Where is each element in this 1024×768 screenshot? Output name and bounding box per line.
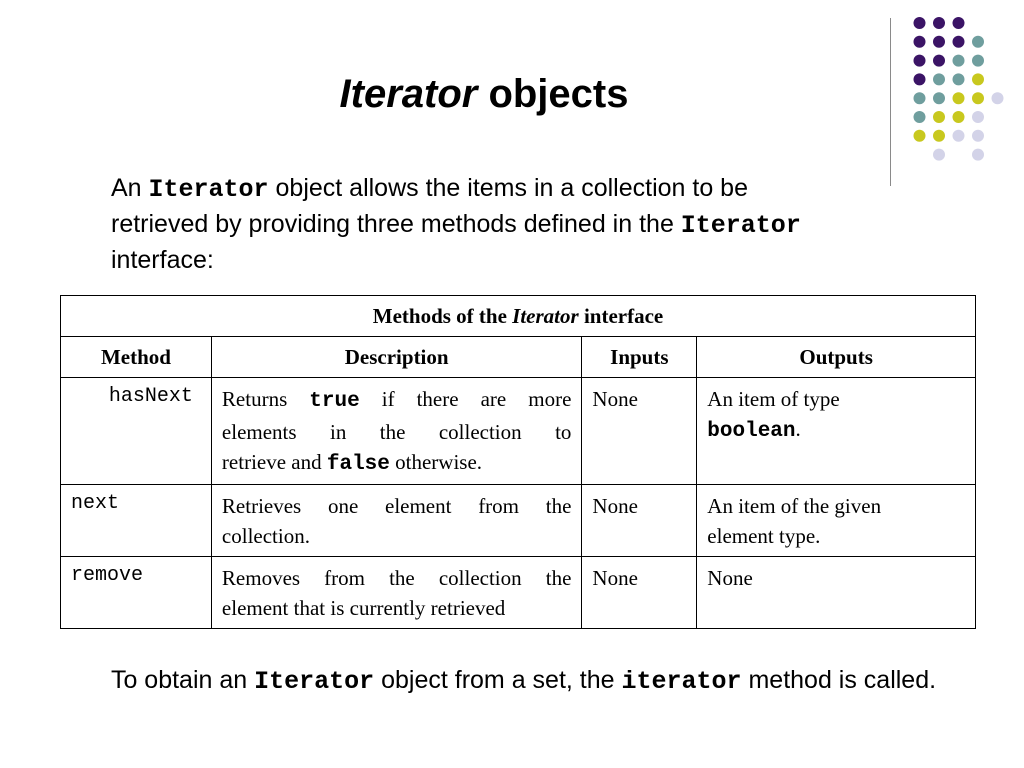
decorative-dot <box>972 36 984 48</box>
desc-text: element that is currently retrieved <box>221 596 506 620</box>
decorative-dot <box>914 36 926 48</box>
decorative-dot <box>914 17 926 29</box>
table-row <box>61 378 976 485</box>
slide-title <box>0 72 968 117</box>
intro-code-1: Iterator <box>148 175 269 204</box>
method-cell: hasNext <box>61 378 212 485</box>
decorative-dot <box>972 111 984 123</box>
outputs-cell <box>697 378 976 485</box>
outputs-cell: None <box>697 557 976 629</box>
description-cell <box>211 557 581 629</box>
out-code: boolean <box>707 420 796 443</box>
desc-text: collection. <box>221 524 310 548</box>
intro-text-1: An <box>111 174 149 202</box>
decorative-dot <box>933 55 945 67</box>
out-text: An item of the given <box>707 494 882 518</box>
desc-code: true <box>309 390 360 413</box>
caption-pre: Methods of the <box>372 303 513 328</box>
title-italic: Iterator <box>339 72 478 116</box>
decorative-dot <box>972 73 984 85</box>
header-description: Description <box>211 337 581 378</box>
decorative-dot <box>992 92 1004 104</box>
out-text: An item of type <box>707 387 840 411</box>
intro-paragraph <box>111 171 911 278</box>
decorative-dot <box>953 55 965 67</box>
decorative-dot <box>933 149 945 161</box>
decorative-dot <box>933 130 945 142</box>
decorative-dot <box>953 36 965 48</box>
caption-italic: Iterator <box>512 303 579 328</box>
table-row <box>61 485 976 557</box>
decorative-dot <box>914 55 926 67</box>
desc-text: Retrieves one element from the <box>221 494 572 518</box>
title-rest: objects <box>477 72 629 116</box>
outputs-cell <box>697 485 976 557</box>
desc-text: if there are more <box>359 387 572 411</box>
intro-text-4: interface: <box>111 246 214 274</box>
header-outputs: Outputs <box>697 337 976 378</box>
out-text: . <box>795 417 801 441</box>
desc-code: false <box>326 453 390 476</box>
description-cell <box>211 485 581 557</box>
footer-code-2: iterator <box>621 667 742 696</box>
decorative-dot <box>914 130 926 142</box>
method-cell: next <box>61 485 212 557</box>
desc-text: Removes from the collection the <box>221 566 572 590</box>
desc-text: retrieve and <box>221 450 327 474</box>
description-cell <box>211 378 581 485</box>
table-row <box>61 557 976 629</box>
header-inputs: Inputs <box>582 337 697 378</box>
method-cell: remove <box>61 557 212 629</box>
footer-sentence <box>0 664 1024 698</box>
decorative-dot <box>953 17 965 29</box>
inputs-cell: None <box>582 557 697 629</box>
caption-post: interface <box>578 303 664 328</box>
decorative-dot <box>972 92 984 104</box>
inputs-cell: None <box>582 485 697 557</box>
intro-text-2: object allows the items in a collection to be <box>268 174 748 202</box>
intro-text-3: retrieved by providing three methods defined in the <box>111 210 681 238</box>
decorative-dot <box>972 130 984 142</box>
decorative-dot <box>972 55 984 67</box>
decorative-dot <box>933 17 945 29</box>
header-method: Method <box>61 337 212 378</box>
out-text: element type. <box>707 524 821 548</box>
desc-text: elements in the collection to <box>221 420 572 444</box>
footer-text-3: method is called. <box>741 666 937 694</box>
decorative-dot <box>953 130 965 142</box>
decorative-dot <box>972 149 984 161</box>
decorative-dot <box>933 36 945 48</box>
desc-text: otherwise. <box>389 450 483 474</box>
footer-code-1: Iterator <box>254 667 375 696</box>
desc-text: Returns <box>221 387 310 411</box>
footer-text-1: To obtain an <box>110 666 255 694</box>
intro-code-2: Iterator <box>680 211 801 240</box>
inputs-cell: None <box>582 378 697 485</box>
methods-table <box>60 295 976 629</box>
table-caption <box>61 296 976 337</box>
footer-text-2: object from a set, the <box>374 666 622 694</box>
